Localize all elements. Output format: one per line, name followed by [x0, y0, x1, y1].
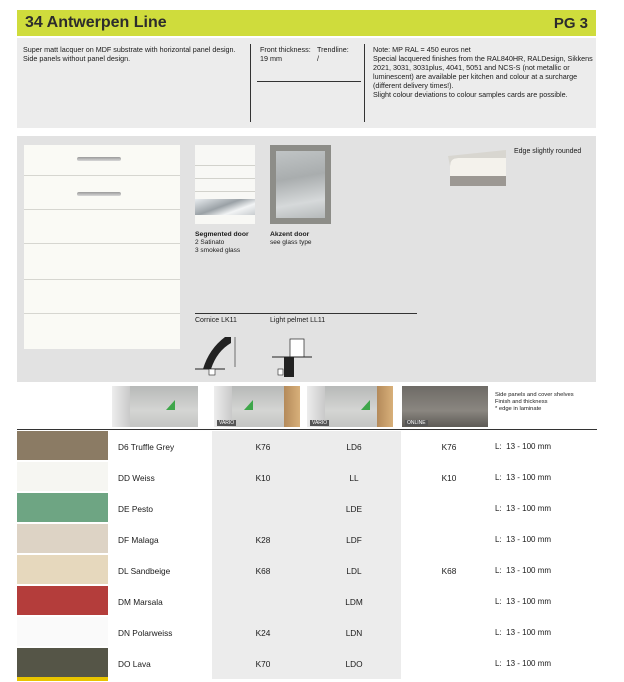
- code-k: K76: [255, 442, 271, 452]
- cornice-label: Cornice LK11: [195, 317, 237, 324]
- front-thickness: [260, 45, 312, 63]
- title-bar: [17, 10, 596, 36]
- code-k-online: K10: [441, 473, 457, 483]
- color-name: DL Sandbeige: [118, 566, 171, 576]
- thumbnail-tag: VARIO: [312, 420, 328, 426]
- side-panels-note: [495, 392, 585, 413]
- description: [23, 45, 245, 63]
- code-k-online: K68: [441, 566, 457, 576]
- color-name: D6 Truffle Grey: [118, 442, 175, 452]
- description-line: Super matt lacquer on MDF substrate with horizontal panel design.: [23, 45, 236, 54]
- front-thickness-value: 19 mm: [260, 54, 282, 63]
- thumbnail-image: [214, 386, 300, 427]
- color-name: DO Lava: [118, 659, 151, 669]
- range-value: 13 - 100 mm: [506, 659, 552, 668]
- table-row: [17, 431, 597, 462]
- range-value: 13 - 100 mm: [506, 504, 552, 513]
- table-row: [17, 617, 597, 648]
- thickness-range: [495, 504, 551, 513]
- range-value: 13 - 100 mm: [506, 473, 552, 482]
- color-name: DF Malaga: [118, 535, 159, 545]
- table-row: [17, 648, 597, 679]
- segmented-door-caption: [195, 231, 249, 255]
- cornice-profile-icon: [195, 329, 241, 377]
- note-line: * edge in laminate: [495, 406, 542, 412]
- accent-bar: [17, 677, 108, 681]
- code-ld: LL: [349, 473, 359, 483]
- thumbnail-tag: ONLINE: [407, 420, 426, 426]
- code-ld: LDN: [345, 628, 363, 638]
- thumbnail-tag: VARIO: [219, 420, 235, 426]
- color-name: DE Pesto: [118, 504, 154, 514]
- divider: [257, 81, 361, 82]
- caption-line: see glass type: [270, 239, 312, 246]
- color-swatch: [17, 648, 108, 677]
- code-ld: LDL: [346, 566, 362, 576]
- front-image: [24, 145, 180, 349]
- table-row: [17, 493, 597, 524]
- range-value: 13 - 100 mm: [506, 628, 552, 637]
- range-prefix: L:: [495, 442, 502, 451]
- code-k: K24: [255, 628, 271, 638]
- table-row: [17, 586, 597, 617]
- color-swatch: [17, 431, 108, 460]
- table-row: [17, 524, 597, 555]
- range-prefix: L:: [495, 566, 502, 575]
- range-value: 13 - 100 mm: [506, 566, 552, 575]
- caption-line: 2 Satinato: [195, 239, 225, 246]
- range-prefix: L:: [495, 597, 502, 606]
- range-prefix: L:: [495, 535, 502, 544]
- edge-caption: Edge slightly rounded: [514, 148, 582, 155]
- info-box: [17, 38, 596, 128]
- front-thickness-label: Front thickness:: [260, 45, 311, 54]
- thickness-range: [495, 659, 551, 668]
- color-name: DM Marsala: [118, 597, 163, 607]
- note-text: Note: MP RAL = 450 euros net Special lacquered finishes from the RAL840HR, RALDesign, Sikkens 2021, 3031, 3031plus, 4041, 5051 and NCS-S (not metallic or luminescent) are available per kitchen and colour at a surcharge (different delivery times!). Slight colour deviations to colour samples cards are possible.: [373, 45, 593, 99]
- thumbnail-image: [112, 386, 198, 427]
- table-row: [17, 555, 597, 586]
- trendline-label: Trendline:: [317, 45, 349, 54]
- thickness-range: [495, 473, 551, 482]
- thickness-range: [495, 442, 551, 451]
- code-ld: LDE: [345, 504, 363, 514]
- akzent-door-caption: [270, 231, 312, 247]
- range-value: 13 - 100 mm: [506, 597, 552, 606]
- color-name: DN Polarweiss: [118, 628, 173, 638]
- range-prefix: L:: [495, 628, 502, 637]
- color-swatch: [17, 617, 108, 646]
- description-line: Side panels without panel design.: [23, 54, 131, 63]
- range-value: 13 - 100 mm: [506, 442, 552, 451]
- code-ld: LDF: [346, 535, 362, 545]
- range-prefix: L:: [495, 504, 502, 513]
- color-swatch: [17, 586, 108, 615]
- code-ld: LD6: [346, 442, 362, 452]
- color-swatch: [17, 462, 108, 491]
- color-swatch: [17, 493, 108, 522]
- code-k: K10: [255, 473, 271, 483]
- price-group-label: PG 3: [553, 14, 588, 32]
- color-swatch: [17, 524, 108, 553]
- divider: [364, 44, 365, 122]
- thumbnail-image: [307, 386, 393, 427]
- akzent-door-image: [270, 145, 331, 224]
- color-swatch: [17, 555, 108, 584]
- color-name: DD Weiss: [118, 473, 155, 483]
- trendline-value: /: [317, 54, 319, 63]
- code-k: K28: [255, 535, 271, 545]
- range-prefix: L:: [495, 473, 502, 482]
- code-k: K68: [255, 566, 271, 576]
- code-ld: LDO: [345, 659, 363, 669]
- segmented-door-title: Segmented door: [195, 231, 249, 238]
- thickness-range: [495, 628, 551, 637]
- divider: [17, 429, 597, 430]
- pelmet-profile-icon: [272, 333, 318, 381]
- thickness-range: [495, 535, 551, 544]
- page-title: 34 Antwerpen Line: [25, 14, 167, 31]
- table-row: [17, 462, 597, 493]
- edge-detail-image: [448, 146, 508, 188]
- pelmet-label: Light pelmet LL11: [270, 317, 326, 324]
- code-k-online: K76: [441, 442, 457, 452]
- caption-line: 3 smoked glass: [195, 247, 241, 254]
- divider: [250, 44, 251, 122]
- divider: [195, 313, 417, 314]
- trendline: [317, 45, 363, 63]
- code-ld: LDM: [345, 597, 363, 607]
- code-k: K70: [255, 659, 271, 669]
- segmented-door-image: [195, 145, 255, 224]
- note-line: Finish and thickness: [495, 399, 548, 405]
- akzent-door-title: Akzent door: [270, 231, 310, 238]
- thickness-range: [495, 566, 551, 575]
- thickness-range: [495, 597, 551, 606]
- range-value: 13 - 100 mm: [506, 535, 552, 544]
- product-images-panel: [17, 136, 596, 382]
- thumbnail-image: [402, 386, 488, 427]
- range-prefix: L:: [495, 659, 502, 668]
- note-line: Side panels and cover shelves: [495, 392, 574, 398]
